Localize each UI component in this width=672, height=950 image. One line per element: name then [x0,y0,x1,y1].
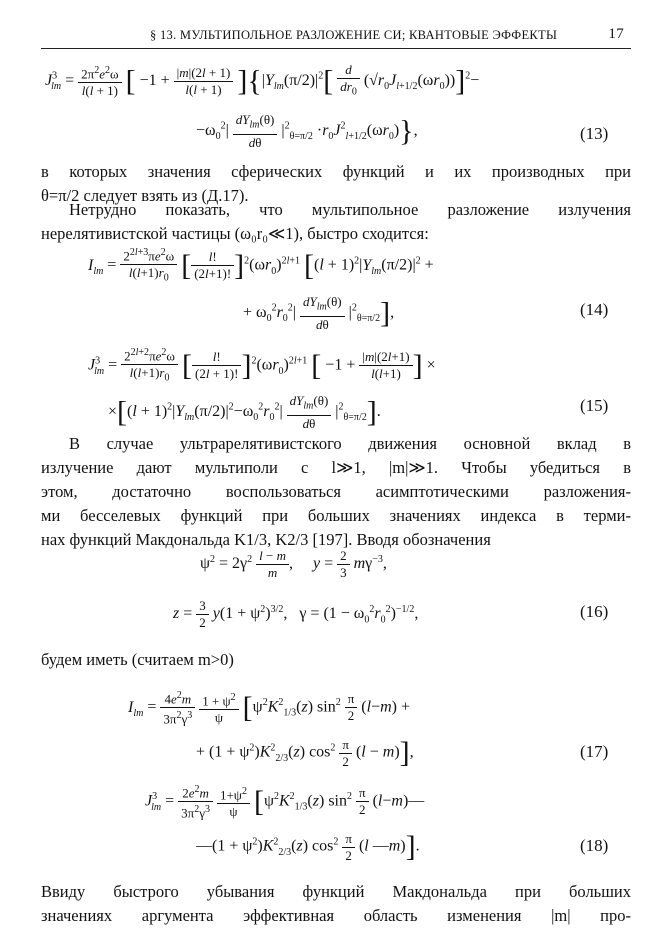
section-title: § 13. МУЛЬТИПОЛЬНОЕ РАЗЛОЖЕНИЕ СИ; КВАНТОВЫЕ ЭФФЕКТЫ [150,28,558,42]
text-line: этом, достаточно воспользоваться асимптотическими разложения- [41,482,631,501]
equation-15-line-2: $\times[(l + 1)^2|Y_{lm}(\pi/2)|^2-\omega_0^2r_0^2|$ $\frac{dY_{lm}(\theta)}{d\theta}$ $|^2_{\theta=\pi/2}$]. [108,393,381,431]
paragraph-4 [41,648,631,672]
equation-17-line-2: + $(1 + \psi^2)K^2_{2/3}(z)$ $\cos^2$ $\frac{\pi}{2}$ (l − m)], [196,736,414,769]
equation-18-line-2: —(1 + $\psi^2)K^2_{2/3}(z)$ $\cos^2$ $\frac{\pi}{2}$ (l —m)]. [196,830,420,863]
page-number: 17 [608,26,624,42]
equation-13-number: (13) [580,124,609,143]
equation-13-line-1: $J^3_{lm}$ = $\frac{2\pi^2e^2\omega}{l(l + 1)}$ [ −1 + $\frac{|m|(2l + 1)}{l(l + 1)}$ ]{$|Y_{lm}(\pi/2)|^2$[ $\frac{d}{dr_0}$ $(√r_0J_{l+1/2}(\omega r_0))]^2-$ [45,62,480,99]
equation-14-line-1: $I_{lm}$ = $\frac{2^{2l+3}\pi e^2\omega}{l(l+1)r_0}$ [ $\frac{l!}{(2l+1)!}$ ]$^2(\omega r_0)^{2l+1}$ [$(l + 1)^2|Y_{lm}(\pi/2)|^2$ + [88,247,434,284]
equation-16-line-2: z = $\frac{3}{2}$ $y(1 + \psi^2)^{3/2}$, $\gamma = (1 - \omega_0^2r_0^2)^{-1/2}$, [173,598,419,630]
text-line: ми бесселевых функций при больших значениях индекса в терми- [41,506,631,525]
paragraph-5 [41,880,631,928]
equation-15-number: (15) [580,396,609,415]
paragraph-2 [41,198,631,246]
text-line: нерелятивистской частицы (ω₀r₀≪1), быстро сходится: [41,224,429,243]
equation-18-line-1: $J^3_{lm}$ = $\frac{2e^2m}{3\pi^2\gamma^3}$ $\frac{1+\psi^2}{\psi}$ [$\psi^2K^2_{1/3}(z)$ $\sin^2$ $\frac{\pi}{2}$ (l−m)— [145,784,425,821]
text-line: Ввиду быстрого убывания функций Макдональда при больших [41,882,631,901]
equation-17-number: (17) [580,742,609,761]
text-line: в которых значения сферических функций и их производных при [41,162,631,181]
paragraph-3 [41,432,631,552]
equation-14-line-2: + $\omega_0^2r_0^2|$ $\frac{dY_{lm}(\theta)}{d\theta}$ $|^2_{\theta=\pi/2}$], [243,294,395,332]
text-line: излучение дают мультиполи с l≫1, |m|≫1. Чтобы убедиться в [41,458,631,477]
equation-15-line-1: $J^3_{lm}$ = $\frac{2^{2l+2}\pi e^2\omega}{l(l+1)r_0}$ [ $\frac{l!}{(2l + 1)!}$ ]$^2(\omega r_0)^{2l+1}$ [ −1 + $\frac{|m|(2l+1)}{l(l+1)}$ ] × [88,347,436,384]
equation-13-line-2: $-\omega_0^2|$ $\frac{dY_{lm}(\theta)}{d\theta}$ $|^2_{\theta=\pi/2} \cdot r_0J^2_{l+1/2}(\omega r_0)$}, [196,112,418,150]
text-line: В случае ультрарелятивистского движения основной вклад в [69,434,631,453]
equation-14-number: (14) [580,300,609,319]
text-line: нах функций Макдональда K1/3, K2/3 [197]. Вводя обозначения [41,530,491,549]
text-line: θ=π/2 следует взять из (Д.17). [41,186,249,205]
running-header [150,26,630,46]
equation-16-number: (16) [580,602,609,621]
header-rule [41,48,631,49]
text-line: значениях аргумента эффективная область изменения |m| про- [41,906,631,925]
equation-16-line-1: $\psi^2 = 2\gamma^2$ $\frac{l - m}{m}$ , y = $\frac{2}{3}$ $m\gamma^{-3}$, [200,548,387,580]
equation-18-number: (18) [580,836,609,855]
text-line: Нетрудно показать, что мультипольное разложение излучения [69,200,631,219]
text-line: будем иметь (считаем m>0) [41,650,234,669]
equation-17-line-1: $I_{lm}$ = $\frac{4e^2m}{3\pi^2\gamma^3}$ $\frac{1 + \psi^2}{\psi}$ [$\psi^2K^2_{1/3}(z)$ $\sin^2$ $\frac{\pi}{2}$ (l−m) + [128,690,411,727]
